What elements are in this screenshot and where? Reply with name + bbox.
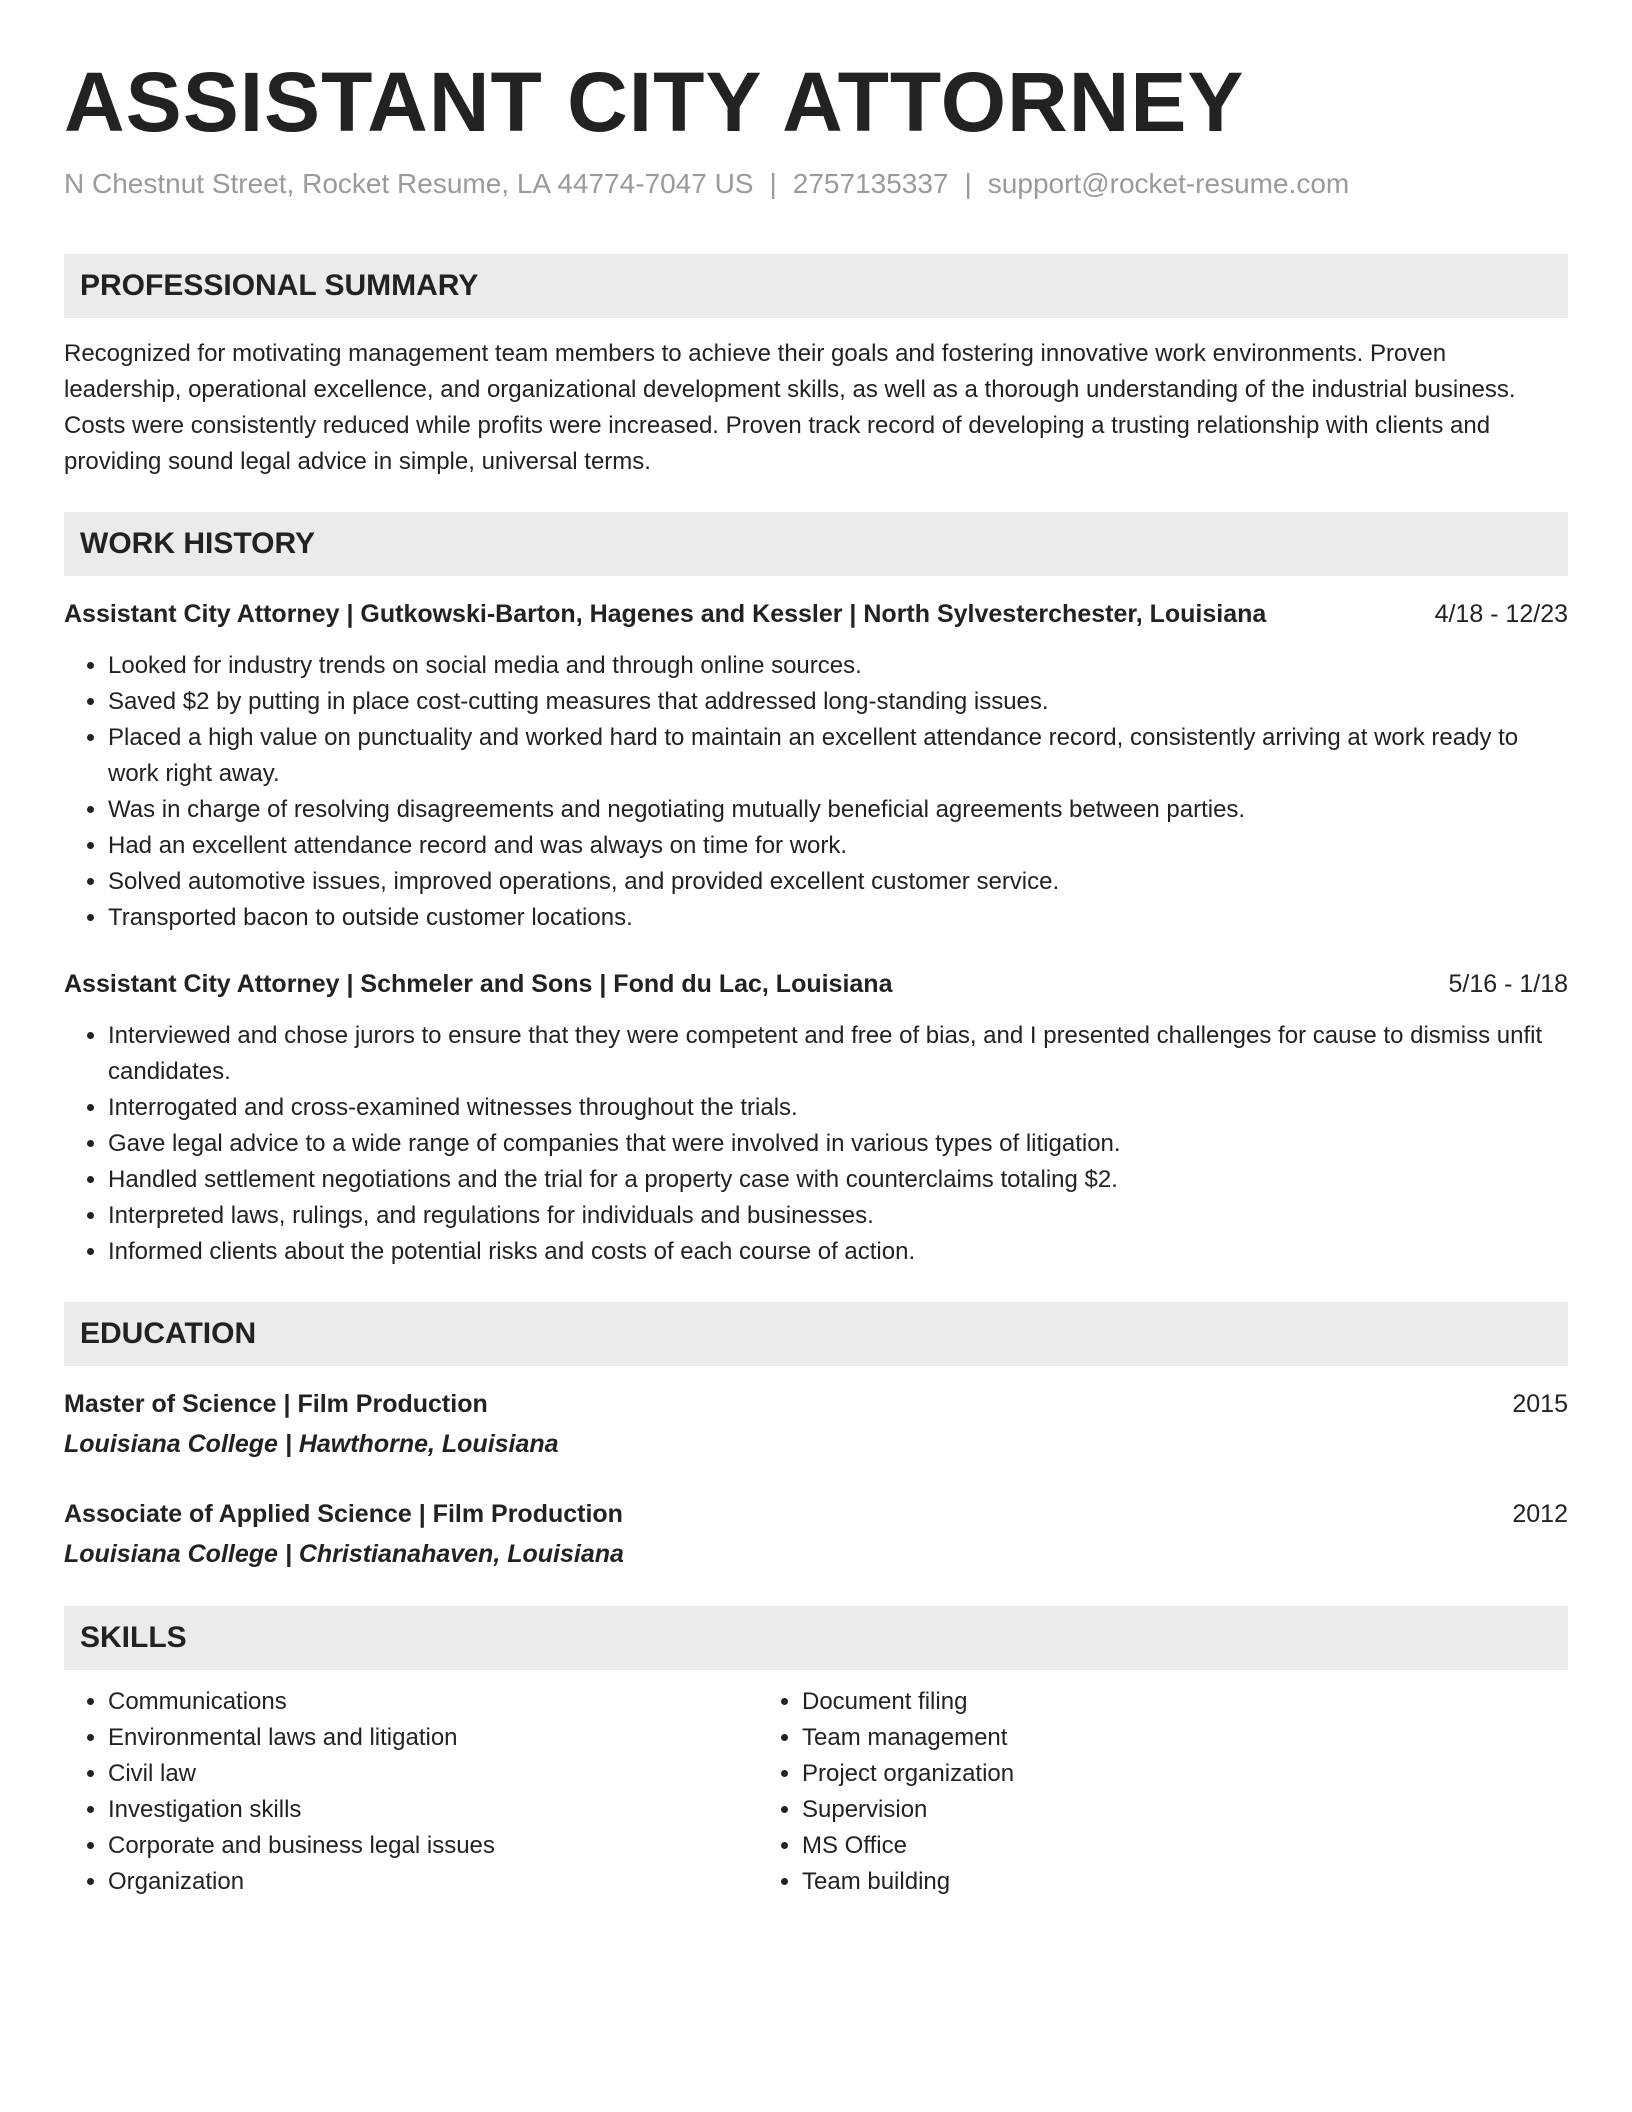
- job-bullet: • Handled settlement negotiations and the trial for a property case with counterclaims totaling $2.: [108, 1162, 1568, 1198]
- skills-column-right: [758, 1684, 1452, 1900]
- skill-item: • Team building: [802, 1864, 1452, 1900]
- job-entry: [64, 966, 1568, 1270]
- skill-item: • Project organization: [802, 1756, 1452, 1792]
- skill-item: • Corporate and business legal issues: [108, 1828, 758, 1864]
- section-heading-work-history: WORK HISTORY: [64, 512, 1568, 576]
- education-header: [64, 1494, 1568, 1534]
- education-school: Louisiana College | Hawthorne, Louisiana: [64, 1430, 559, 1458]
- skill-item: • Communications: [108, 1684, 758, 1720]
- contact-phone: 2757135337: [792, 168, 949, 199]
- skill-item: • Investigation skills: [108, 1792, 758, 1828]
- job-bullets: [64, 1018, 1568, 1270]
- job-title: Assistant City Attorney | Schmeler and Sons | Fond du Lac, Louisiana: [64, 970, 893, 998]
- skill-item: • MS Office: [802, 1828, 1452, 1864]
- job-bullet: • Informed clients about the potential risks and costs of each course of action.: [108, 1234, 1568, 1270]
- job-bullet: • Looked for industry trends on social media and through online sources.: [108, 648, 1568, 684]
- job-bullet: • Placed a high value on punctuality and worked hard to maintain an excellent attendance record, consistently arriving at work ready to work right away.: [108, 720, 1568, 792]
- section-heading-education: EDUCATION: [64, 1302, 1568, 1366]
- education-degree: Associate of Applied Science | Film Production: [64, 1500, 623, 1528]
- contact-email: support@rocket-resume.com: [987, 168, 1350, 199]
- contact-separator: |: [964, 168, 972, 199]
- section-heading-skills: SKILLS: [64, 1606, 1568, 1670]
- education-year: 2015: [1512, 1390, 1568, 1418]
- job-bullet: • Gave legal advice to a wide range of companies that were involved in various types of litigation.: [108, 1126, 1568, 1162]
- job-bullet: • Saved $2 by putting in place cost-cutting measures that addressed long-standing issues.: [108, 684, 1568, 720]
- education-entry: [64, 1384, 1568, 1464]
- job-bullet: • Interpreted laws, rulings, and regulations for individuals and businesses.: [108, 1198, 1568, 1234]
- contact-address: N Chestnut Street, Rocket Resume, LA 44774-7047 US: [64, 168, 754, 199]
- job-bullet: • Solved automotive issues, improved operations, and provided excellent customer service.: [108, 864, 1568, 900]
- job-title: Assistant City Attorney | Gutkowski-Barton, Hagenes and Kessler | North Sylvesterchester, Louisiana: [64, 600, 1267, 628]
- job-header: [64, 966, 1568, 1002]
- education-year: 2012: [1512, 1500, 1568, 1528]
- section-heading-summary: PROFESSIONAL SUMMARY: [64, 254, 1568, 318]
- job-bullets: [64, 648, 1568, 936]
- job-bullet: • Transported bacon to outside customer locations.: [108, 900, 1568, 936]
- job-bullet: • Interrogated and cross-examined witnesses throughout the trials.: [108, 1090, 1568, 1126]
- job-bullet: • Interviewed and chose jurors to ensure that they were competent and free of bias, and I presented challenges for cause to dismiss unfit candidates.: [108, 1018, 1568, 1090]
- skill-item: • Environmental laws and litigation: [108, 1720, 758, 1756]
- job-bullet: • Was in charge of resolving disagreements and negotiating mutually beneficial agreements between parties.: [108, 792, 1568, 828]
- candidate-name: ASSISTANT CITY ATTORNEY: [64, 55, 1245, 149]
- skills-list: [64, 1684, 1568, 1900]
- skill-item: • Organization: [108, 1864, 758, 1900]
- education-entry: [64, 1494, 1568, 1574]
- education-header: [64, 1384, 1568, 1424]
- education-degree: Master of Science | Film Production: [64, 1390, 488, 1418]
- contact-line: [64, 166, 1568, 202]
- education-school: Louisiana College | Christianahaven, Louisiana: [64, 1540, 624, 1568]
- job-dates: 4/18 - 12/23: [1434, 600, 1568, 628]
- skills-column-left: [64, 1684, 758, 1900]
- job-entry: [64, 596, 1568, 936]
- skill-item: • Supervision: [802, 1792, 1452, 1828]
- job-dates: 5/16 - 1/18: [1448, 970, 1568, 998]
- skill-item: • Team management: [802, 1720, 1452, 1756]
- contact-separator: |: [769, 168, 777, 199]
- summary-text: Recognized for motivating management team members to achieve their goals and fostering innovative work environments. Proven leadership, operational excellence, and organizational development skills, as well as a thorough understanding of the industrial business. Costs were consistently reduced while profits were increased. Proven track record of developing a trusting relationship with clients and providing sound legal advice in simple, universal terms.: [64, 340, 1516, 475]
- skill-item: • Document filing: [802, 1684, 1452, 1720]
- skill-item: • Civil law: [108, 1756, 758, 1792]
- job-bullet: • Had an excellent attendance record and was always on time for work.: [108, 828, 1568, 864]
- job-header: [64, 596, 1568, 632]
